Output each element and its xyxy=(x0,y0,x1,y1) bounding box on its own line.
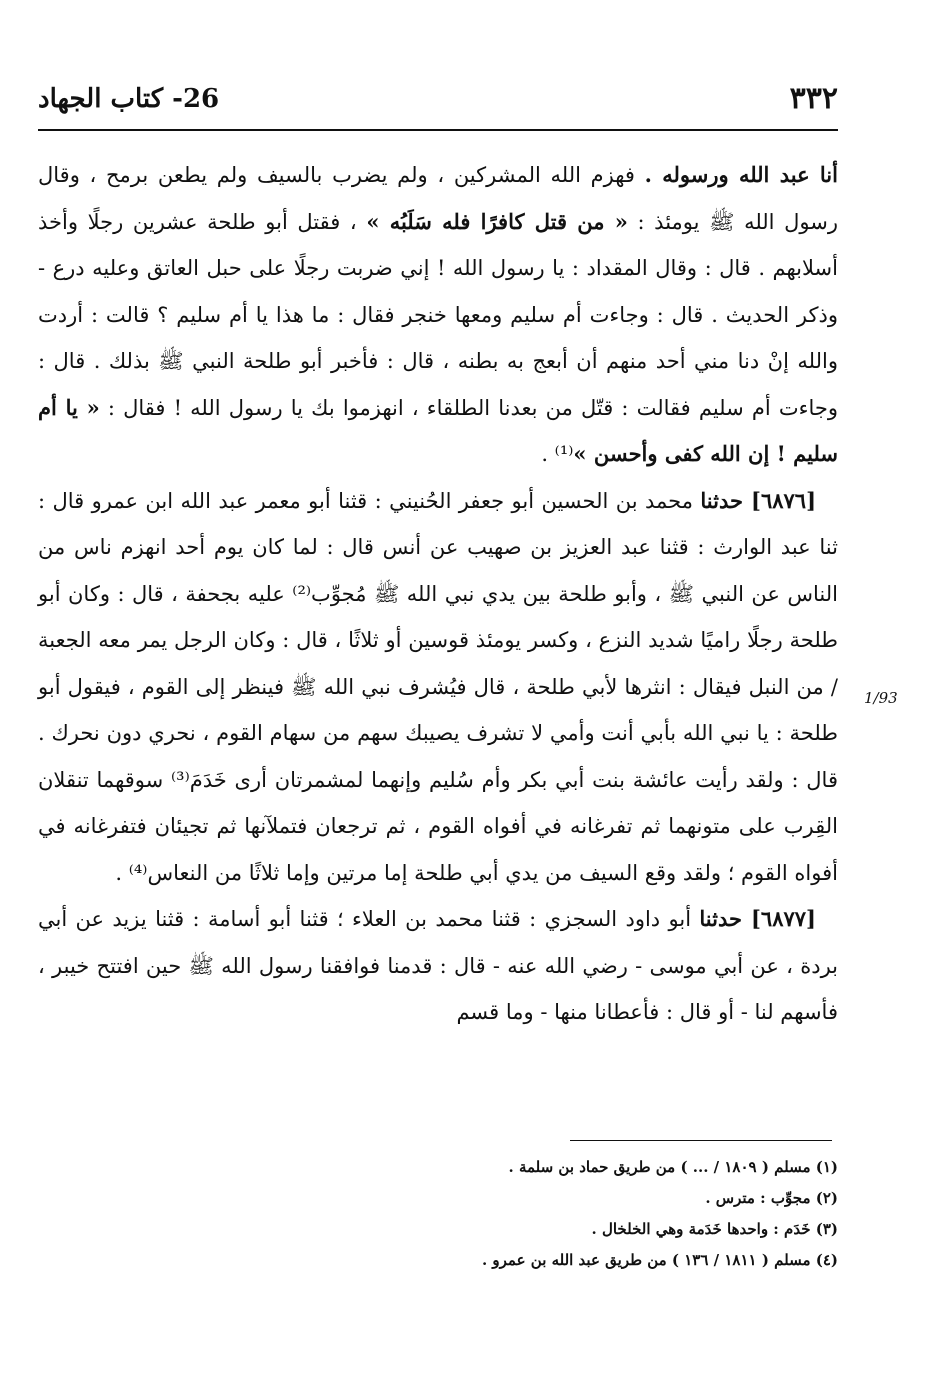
manuscript-folio-note: 1/93 xyxy=(864,689,898,707)
text-run: فهزم الله المشركين ، ولم يضرب بالسيف ولم يطعن برمح ، وقال رسول الله ﷺ يومئذ : xyxy=(38,163,838,234)
footnote-1: (١) مسلم ( ١٨٠٩ / ... ) من طريق حماد بن سلمة . xyxy=(508,1158,838,1176)
footnotes xyxy=(38,1152,838,1276)
footnote-ref: ⁽¹⁾ . xyxy=(541,442,574,466)
footnote-2: (٢) مجوِّب : مترس . xyxy=(705,1189,838,1207)
hadith-number: [٦٨٧٧] حدثنا xyxy=(699,906,816,931)
footnote-3: (٣) خَدَم : واحدها خَدَمة وهي الخلخال . xyxy=(591,1220,838,1238)
text-run: ، فقتل أبو طلحة عشرين رجلًا وأخذ أسلابهم . قال : وقال المقداد : يا رسول الله ! إني ضربت رجلًا على حبل العاتق وعليه درع - وذكر الحديث . قال : وجاءت أم سليم ومعها خنجر فقال : ما هذا يا أم سليم ؟ قالت : أردت والله إنْ دنا مني أحد منهم أن أبعج به بطنه ، قال : فأخبر أبو طلحة النبي ﷺ بذلك . قال : وجاءت أم سليم فقالت : قتّل من بعدنا الطلقاء ، انهزموا بك يا رسول الله ! فقال : xyxy=(38,209,838,420)
hadith-quote: « من قتل كافرًا فله سَلَبُه » xyxy=(366,208,628,234)
text-run: محمد بن الحسين أبو جعفر الحُنيني : قثنا أبو معمر عبد الله ابن عمرو قال : ثنا عبد الوارث : قثنا عبد العزيز بن صهيب عن أنس قال : لما كان يوم أحد انهزم ناس من الناس عن النبي ﷺ ، وأبو طلحة بين يدي نبي الله ﷺ مُجوِّب⁽²⁾ عليه بجحفة ، قال : وكان أبو طلحة رجلًا راميًا شديد النزع ، وكسر يومئذ قوسين أو ثلاثًا ، قال : وكان الرجل يمر معه الجعبة / من النبل فيقال : انثرها لأبي طلحة ، قال فيُشرف نبي الله ﷺ فينظر إلى القوم ، فيقول أبو طلحة : يا نبي الله بأبي أنت وأمي لا تشرف يصيبك سهم من سهام القوم ، نحري دون نحرك . قال : ولقد رأيت عائشة بنت أبي بكر وأم سُليم وإنهما لمشمرتان أرى خَدَمَ⁽³⁾ سوقهما تنقلان القِرب على متونهما ثم تفرغانه في أفواه القوم ، ثم ترجعان فتملآنها ثم تجيئان فتفرغانه في أفواه القوم ؛ ولقد وقع السيف من يدي أبي طلحة إما مرتين وإما ثلاثًا من النعاس⁽⁴⁾ . xyxy=(38,488,839,885)
hadith-6876 xyxy=(38,478,838,897)
chapter-title: 26- كتاب الجهاد xyxy=(38,84,220,114)
page-number: ٣٣٢ xyxy=(789,81,838,116)
text-run: أبو داود السجزي : قثنا محمد بن العلاء ؛ قثنا أبو أسامة : قثنا يزيد عن أبي بردة ، عن أبي موسى - رضي الله عنه - قال : قدمنا فوافقنا رسول الله ﷺ حين افتتح خيبر ، فأسهم لنا - أو قال : فأعطانا منها - وما قسم xyxy=(38,907,838,1024)
footnote-4: (٤) مسلم ( ١٨١١ / ١٣٦ ) من طريق عبد الله بن عمرو . xyxy=(481,1251,838,1269)
main-text xyxy=(38,152,838,1036)
page-header xyxy=(38,76,838,122)
footnote-rule xyxy=(570,1140,832,1141)
hadith-quote: « يا أم سليم ! إن الله كفى وأحسن » xyxy=(38,394,838,466)
header-rule xyxy=(38,129,838,131)
bold-phrase: أنا عبد الله ورسوله . xyxy=(644,162,838,187)
hadith-6877 xyxy=(38,896,838,1036)
hadith-number: [٦٨٧٦] حدثنا xyxy=(700,487,816,513)
paragraph-continued xyxy=(38,152,838,478)
